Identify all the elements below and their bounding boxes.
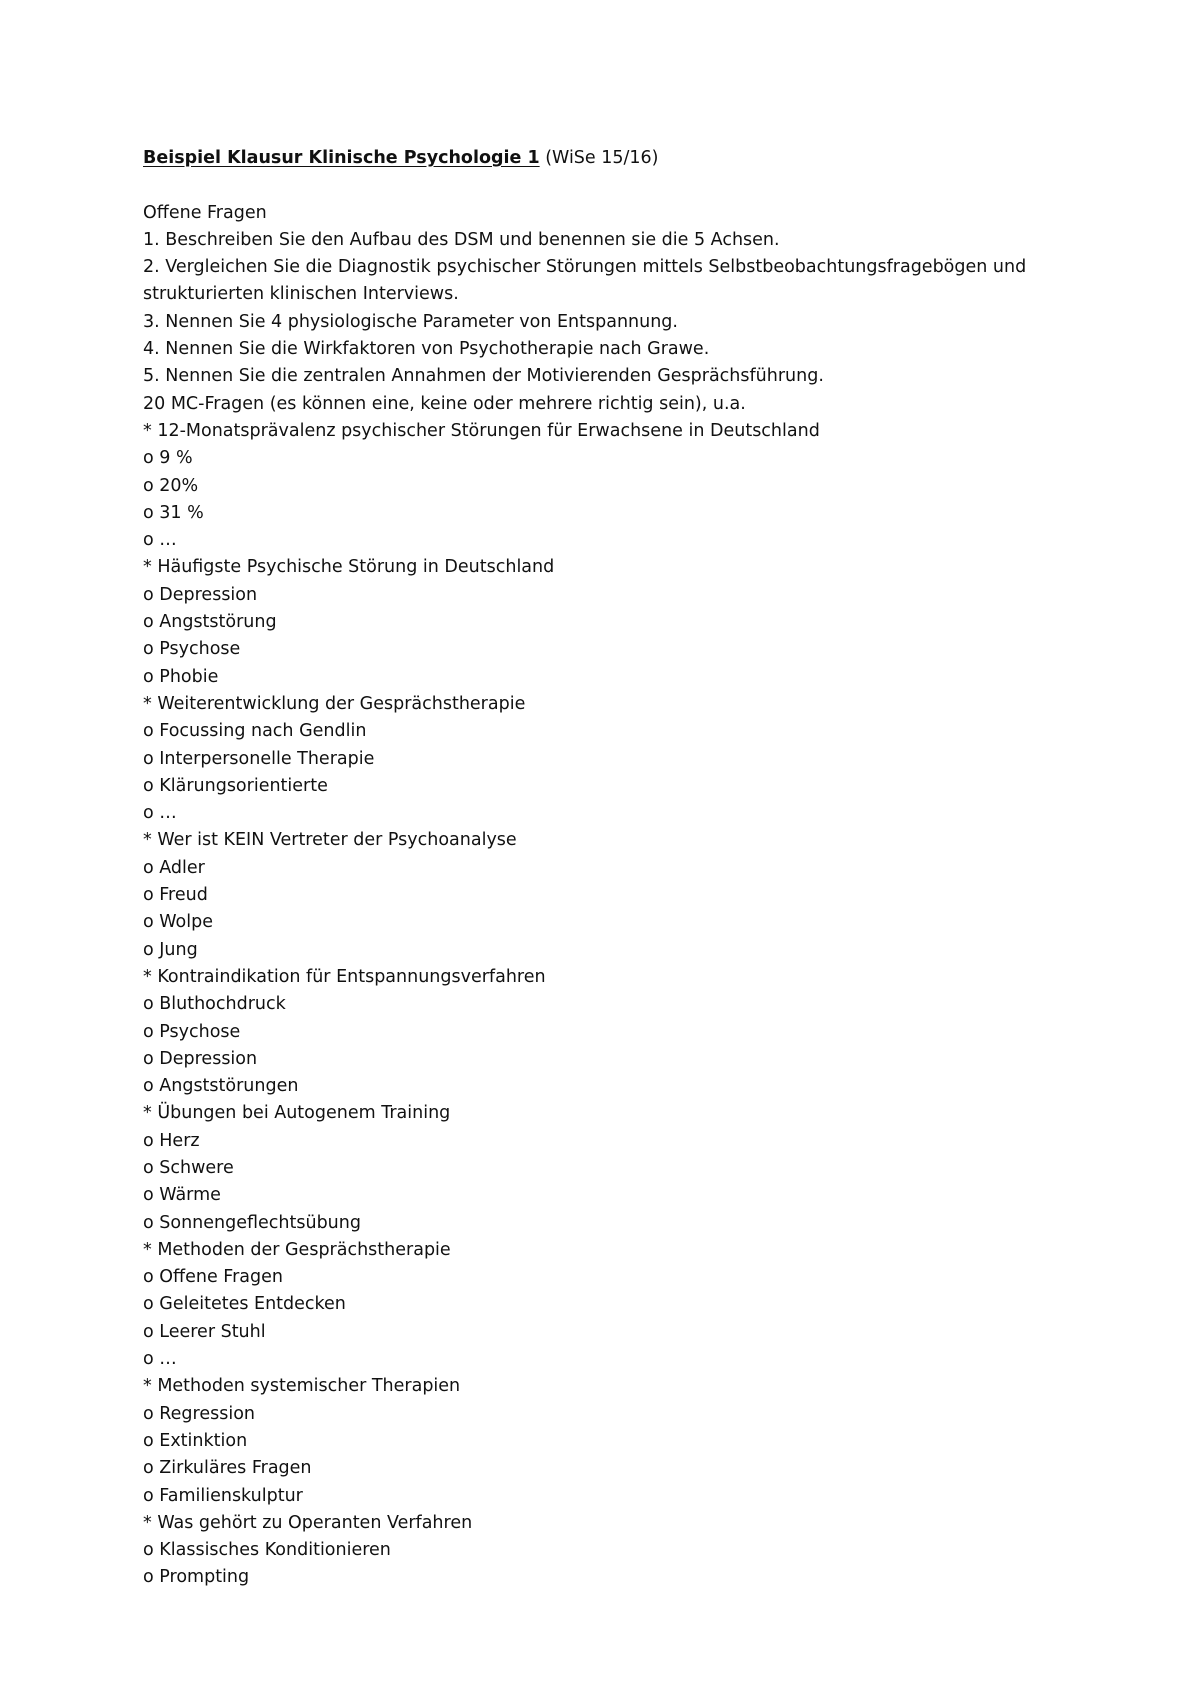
mc-option: o Herz xyxy=(143,1130,200,1151)
mc-option: o Bluthochdruck xyxy=(143,994,286,1015)
open-question: 2. Vergleichen Sie die Diagnostik psychischer Störungen mittels Selbstbeobachtungsfragebögen und strukturierten klinischen Interviews. xyxy=(143,257,1027,305)
document-body xyxy=(143,200,1103,1592)
mc-option: o Angststörungen xyxy=(143,1076,299,1097)
mc-option: o Wärme xyxy=(143,1185,221,1206)
mc-option: o Depression xyxy=(143,584,258,605)
mc-option: o 31 % xyxy=(143,502,204,523)
mc-option: o Phobie xyxy=(143,666,219,687)
mc-question: * 12-Monatsprävalenz psychischer Störungen für Erwachsene in Deutschland xyxy=(143,420,820,441)
mc-option: o Zirkuläres Fragen xyxy=(143,1458,312,1479)
mc-question: * Wer ist KEIN Vertreter der Psychoanalyse xyxy=(143,830,517,851)
mc-option: o Adler xyxy=(143,857,205,878)
mc-option: o … xyxy=(143,803,177,824)
mc-option: o Jung xyxy=(143,939,198,960)
mc-option: o Depression xyxy=(143,1048,258,1069)
open-question: 1. Beschreiben Sie den Aufbau des DSM und benennen sie die 5 Achsen. xyxy=(143,229,780,250)
mc-question: * Häufigste Psychische Störung in Deutschland xyxy=(143,557,555,578)
mc-question: * Weiterentwicklung der Gesprächstherapie xyxy=(143,693,526,714)
mc-option: o Geleitetes Entdecken xyxy=(143,1294,346,1315)
mc-option: o Psychose xyxy=(143,639,241,660)
mc-option: o … xyxy=(143,530,177,551)
mc-option: o Klärungsorientierte xyxy=(143,775,328,796)
mc-question: * Kontraindikation für Entspannungsverfahren xyxy=(143,966,546,987)
mc-option: o 9 % xyxy=(143,448,193,469)
document-title-semester: (WiSe 15/16) xyxy=(539,148,659,168)
mc-question: * Was gehört zu Operanten Verfahren xyxy=(143,1512,473,1533)
mc-question: * Übungen bei Autogenem Training xyxy=(143,1103,451,1124)
mc-option: o Interpersonelle Therapie xyxy=(143,748,375,769)
document-title xyxy=(143,145,1103,172)
mc-option: o Familienskulptur xyxy=(143,1485,303,1506)
mc-option: o Regression xyxy=(143,1403,255,1424)
document-title-main: Beispiel Klausur Klinische Psychologie 1 xyxy=(143,148,540,168)
mc-option: o Extinktion xyxy=(143,1430,248,1451)
mc-option: o Psychose xyxy=(143,1021,241,1042)
mc-question: * Methoden systemischer Therapien xyxy=(143,1376,461,1397)
mc-option: o Leerer Stuhl xyxy=(143,1321,266,1342)
mc-option: o Klassisches Konditionieren xyxy=(143,1540,391,1561)
mc-option: o Angststörung xyxy=(143,612,277,633)
document-page xyxy=(143,145,1103,1592)
mc-option: o … xyxy=(143,1349,177,1370)
mc-option: o 20% xyxy=(143,475,199,496)
mc-option: o Offene Fragen xyxy=(143,1267,283,1288)
mc-option: o Prompting xyxy=(143,1567,250,1588)
open-question: 3. Nennen Sie 4 physiologische Parameter von Entspannung. xyxy=(143,311,678,332)
mc-question: * Methoden der Gesprächstherapie xyxy=(143,1239,451,1260)
mc-option: o Focussing nach Gendlin xyxy=(143,721,367,742)
mc-option: o Schwere xyxy=(143,1157,234,1178)
mc-option: o Wolpe xyxy=(143,912,213,933)
section-heading: 20 MC-Fragen (es können eine, keine oder mehrere richtig sein), u.a. xyxy=(143,393,746,414)
mc-option: o Sonnengeflechtsübung xyxy=(143,1212,361,1233)
open-question: 4. Nennen Sie die Wirkfaktoren von Psychotherapie nach Grawe. xyxy=(143,339,710,360)
section-heading: Offene Fragen xyxy=(143,202,267,223)
mc-option: o Freud xyxy=(143,885,208,906)
open-question: 5. Nennen Sie die zentralen Annahmen der Motivierenden Gesprächsführung. xyxy=(143,366,824,387)
